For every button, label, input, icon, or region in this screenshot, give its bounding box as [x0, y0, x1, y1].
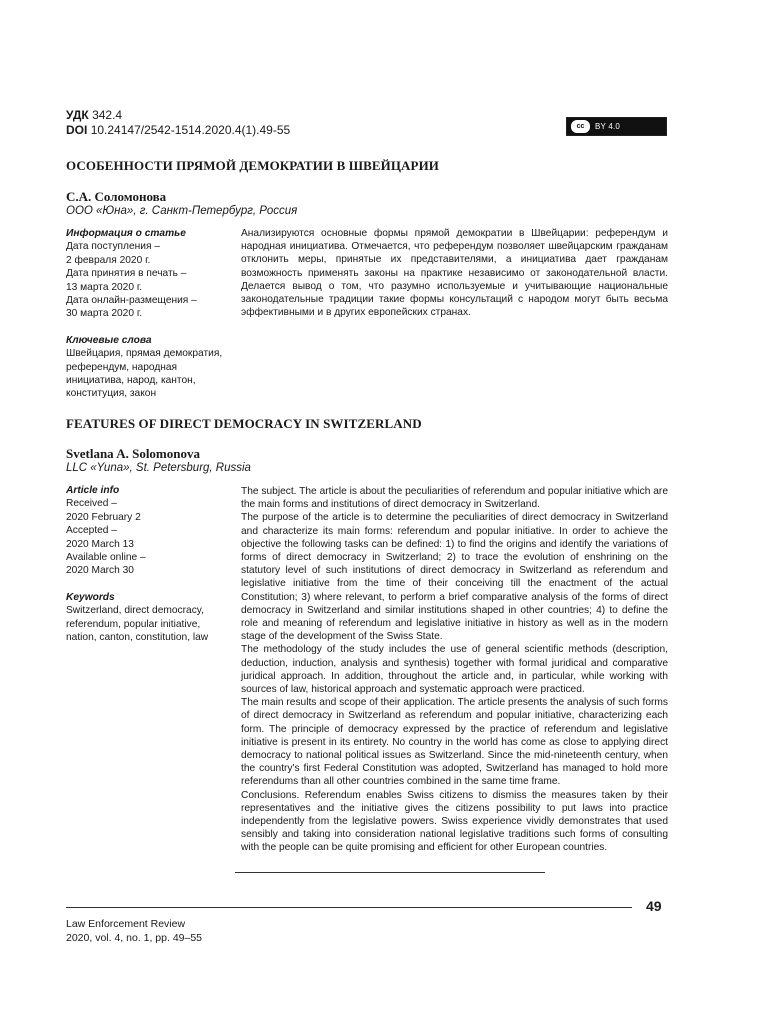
abstract-en	[241, 485, 668, 855]
doi-line	[66, 123, 290, 138]
keywords-line: конституция, закон	[66, 388, 157, 400]
abstract-ru	[241, 227, 668, 319]
page-number: 49	[646, 898, 662, 914]
abstract-purpose: The purpose of the article is to determine the peculiarities of direct democracy in Switzerland and characterize its main forms: referendum and popular initiative. In order to achieve the objective the following tasks can be defined: 1) to find the origins and identify the variations of forms of direct democracy in Switzerland; 2) to trace the evolution of enshrining on the statutory level of such institutions of direct democracy in Switzerland as referendum and legislative initiative from the time of their conceiving till the enactment of the actual Constitution; 3) where relevant, to perform a brief comparative analysis of the forms of direct democracy in Switzerland and similar institutions shaped in other countries; 4) to define the role and meaning of referendum and legislative initiative in history as well as in the modern stage of the development of the Swiss State.	[241, 512, 668, 643]
abstract-subject: The subject. The article is about the peculiarities of referendum and popular initiative which are the main forms and institutions of direct democracy in Switzerland.	[241, 486, 668, 511]
info-line: 2020 March 13	[66, 538, 134, 550]
article-info-ru	[66, 227, 236, 401]
doi-label: DOI	[66, 123, 88, 137]
section-divider	[235, 872, 545, 873]
info-line: Дата принятия в печать –	[66, 268, 187, 280]
udk-doi-block	[66, 108, 290, 138]
license-text: BY 4.0	[595, 122, 621, 131]
info-line: 2 февраля 2020 г.	[66, 254, 151, 266]
info-line: Available online –	[66, 552, 146, 564]
keywords-line: Швейцария, прямая демократия,	[66, 348, 223, 360]
journal-name: Law Enforcement Review	[66, 918, 186, 930]
article-info-heading-ru: Информация о статье	[66, 228, 186, 239]
keywords-line: nation, canton, constitution, law	[66, 632, 209, 644]
article-title-ru: ОСОБЕННОСТИ ПРЯМОЙ ДЕМОКРАТИИ В ШВЕЙЦАРИИ	[66, 158, 439, 173]
abstract-paragraph-ru: Анализируются основные формы прямой демократии в Швейцарии: референдум и народная инициатива. Отмечается, что референдум позволяет швейцарским гражданам отклонить меры, принятые их представителями, а инициатива дает гражданам возможность применять законы на практике независимо от законодательной власти. Делается вывод о том, что разумно используемые и учитывающие национальные законодательные традиции такие формы консультаций с народом могут быть весьма эффективными и в других европейских странах.	[241, 228, 668, 319]
info-line: Accepted –	[66, 525, 117, 537]
info-line: Дата онлайн-размещения –	[66, 295, 197, 307]
author-name-en: Svetlana A. Solomonova	[66, 446, 200, 461]
udk-value: 342.4	[92, 108, 123, 122]
article-title-en: FEATURES OF DIRECT DEMOCRACY IN SWITZERLAND	[66, 416, 422, 431]
creative-commons-icon: cc	[570, 119, 591, 134]
abstract-conclusions: Conclusions. Referendum enables Swiss citizens to dismiss the measures taken by their representatives and the initiative gives the citizens possibility to put laws into practice independently from the legislative powers. Swiss experience vividly demonstrates that used sensibly and taking into consideration national legislative traditions such forms of consulting with the people can be quite promising and efficient for other European countries.	[241, 789, 668, 854]
author-affiliation-ru: ООО «Юна», г. Санкт-Петербург, Россия	[66, 205, 298, 217]
abstract-results: The main results and scope of their application. The article presents the analysis of such forms of direct democracy in Switzerland as referendum and popular initiative, characterizing each form. The principle of democracy expressed by the practice of referendum and legislative initiative is present in its entirety. No country in the world has come as close to applying direct democracy to national political issues as Switzerland. Since the mid-nineteenth century, when the country's first Federal Constitution was adopted, Switzerland has managed to hold more referendums than all other countries combined in the same time frame.	[241, 697, 668, 788]
info-line: Дата поступления –	[66, 241, 160, 253]
journal-citation	[66, 917, 202, 945]
doi-value: 10.24147/2542-1514.2020.4(1).49-55	[90, 123, 291, 137]
journal-issue: 2020, vol. 4, no. 1, pp. 49–55	[66, 932, 203, 944]
info-line: Received –	[66, 498, 117, 510]
info-line: 13 марта 2020 г.	[66, 281, 143, 293]
udk-line	[66, 108, 290, 123]
keywords-line: referendum, popular initiative,	[66, 618, 201, 630]
udk-label: УДК	[66, 108, 89, 122]
info-line: 2020 March 30	[66, 565, 134, 577]
author-affiliation-en: LLC «Yuna», St. Petersburg, Russia	[66, 462, 251, 474]
article-info-en	[66, 484, 236, 644]
footer-rule	[66, 907, 632, 908]
article-info-heading-en: Article info	[66, 485, 120, 496]
keywords-heading-ru: Ключевые слова	[66, 334, 152, 346]
info-line: 30 марта 2020 г.	[66, 308, 143, 320]
keywords-heading-en: Keywords	[66, 591, 115, 603]
author-name-ru: С.А. Соломонова	[66, 189, 167, 204]
abstract-methodology: The methodology of the study includes the use of general scientific methods (description, deduction, induction, analysis and synthesis) together with formal juridical and comparative juridical approach. In addition, throughout the article and, in particular, while working with sources of law, historical approach and systematic approach were practiced.	[241, 644, 668, 696]
info-line: 2020 February 2	[66, 511, 141, 523]
keywords-line: инициатива, народ, кантон,	[66, 375, 196, 387]
cc-license-badge[interactable]	[566, 117, 667, 136]
keywords-line: референдум, народная	[66, 361, 178, 373]
keywords-line: Switzerland, direct democracy,	[66, 605, 204, 617]
